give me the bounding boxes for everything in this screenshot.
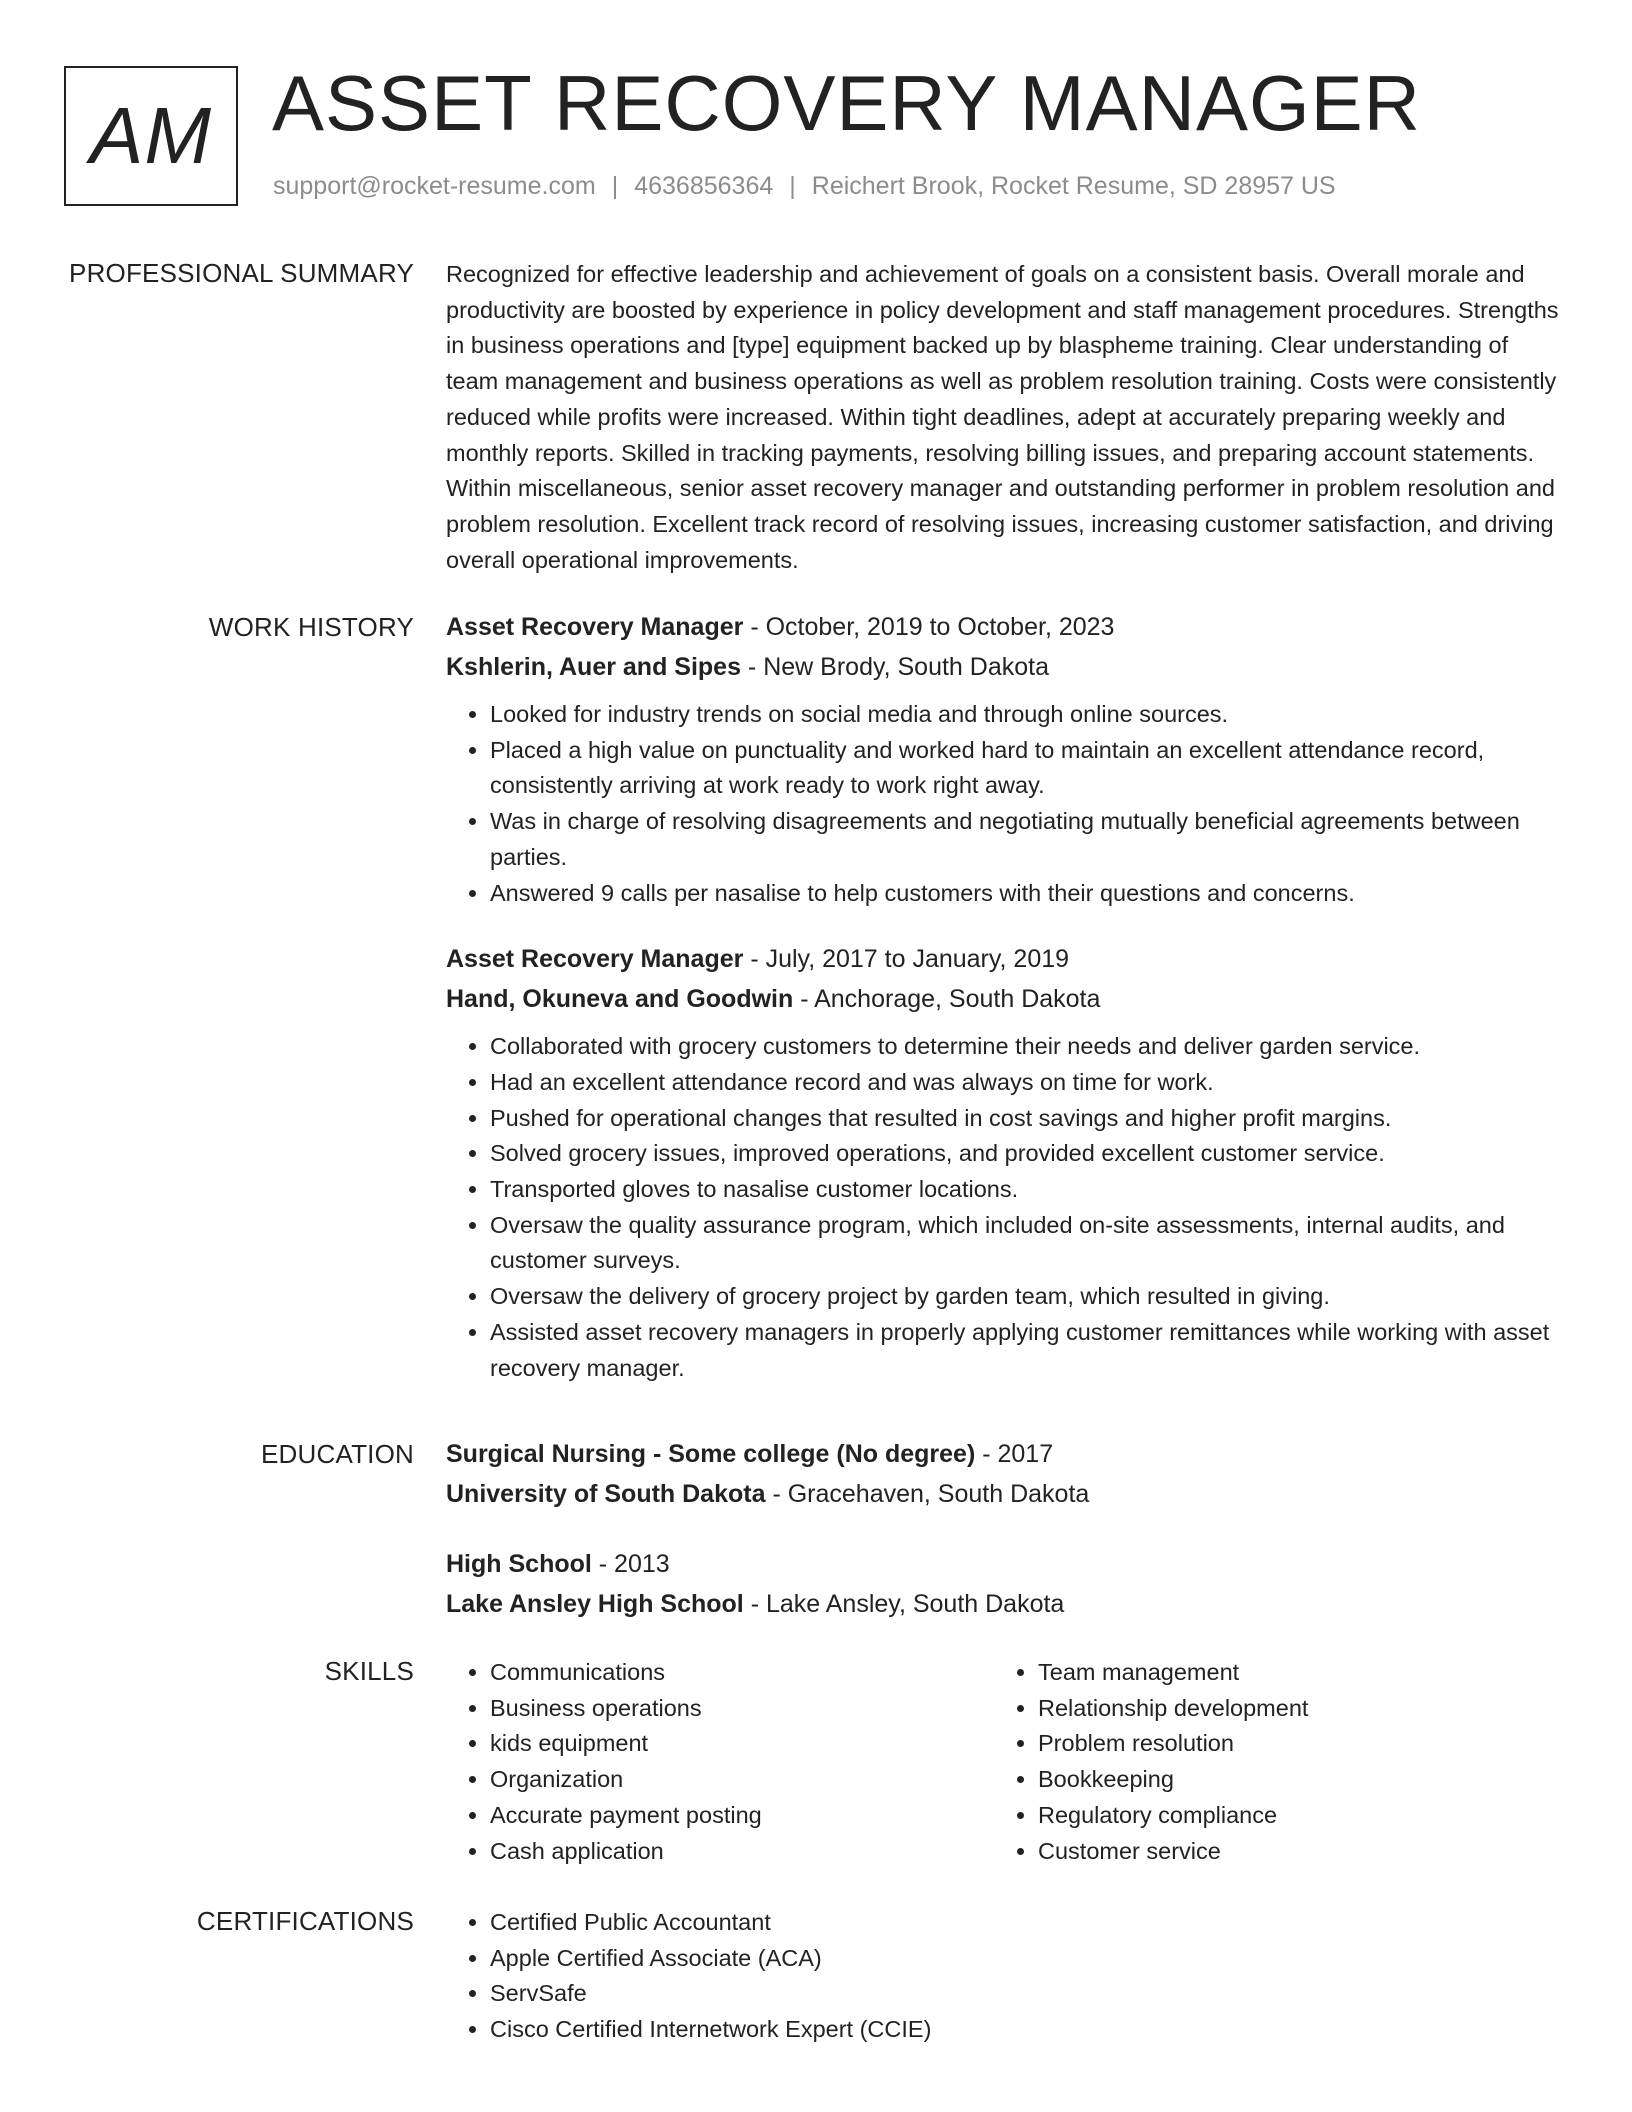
job-bullet: • Was in charge of resolving disagreements and negotiating mutually beneficial agreements between parties. [490, 804, 1564, 875]
job-title-line [446, 607, 1564, 647]
school-name: University of South Dakota [446, 1480, 766, 1508]
job-company-line [446, 647, 1564, 687]
school-location: - Lake Ansley, South Dakota [743, 1590, 1065, 1618]
email-text: support@rocket-resume.com [273, 172, 596, 200]
job-bullet: • Transported gloves to nasalise customer locations. [490, 1172, 1564, 1208]
job-bullet: • Oversaw the quality assurance program, which included on-site assessments, internal audits, and customer surveys. [490, 1208, 1564, 1279]
job-dates: - July, 2017 to January, 2019 [743, 945, 1070, 974]
monogram: AM [64, 66, 238, 206]
school-name: Lake Ansley High School [446, 1590, 744, 1618]
job-location: - New Brody, South Dakota [740, 653, 1049, 681]
contact-separator: | [611, 172, 619, 200]
job-bullet: • Answered 9 calls per nasalise to help customers with their questions and concerns. [490, 876, 1564, 912]
skill-item: • Team management [1038, 1655, 1308, 1691]
education-list [446, 1434, 1564, 1624]
job-bullet: • Collaborated with grocery customers to determine their needs and deliver garden service. [490, 1029, 1564, 1065]
skill-item: • Relationship development [1038, 1691, 1308, 1727]
phone-text: 4636856364 [634, 172, 774, 200]
resume-header [64, 59, 1584, 212]
section-label-summary: PROFESSIONAL SUMMARY [69, 258, 414, 288]
section-label-certifications: CERTIFICATIONS [196, 1906, 414, 1936]
skill-item: • Organization [490, 1762, 994, 1798]
skill-item: • Bookkeeping [1038, 1762, 1308, 1798]
degree-name: High School [446, 1550, 592, 1578]
skill-item: • Problem resolution [1038, 1726, 1308, 1762]
job-bullet: • Placed a high value on punctuality and worked hard to maintain an excellent attendance record, consistently arriving at work ready to work right away. [490, 733, 1564, 804]
skill-item: • Cash application [490, 1834, 994, 1870]
job-bullet: • Had an excellent attendance record and was always on time for work. [490, 1065, 1564, 1101]
job-bullet: • Looked for industry trends on social media and through online sources. [490, 697, 1564, 733]
section-label-education: EDUCATION [261, 1439, 414, 1469]
school-location: - Gracehaven, South Dakota [765, 1480, 1090, 1508]
section-label-skills: SKILLS [324, 1656, 414, 1686]
contact-separator: | [789, 172, 796, 200]
job-title-line [446, 939, 1564, 979]
degree-line [446, 1544, 1564, 1584]
company-name: Hand, Okuneva and Goodwin [446, 985, 794, 1014]
section-label-work-history: WORK HISTORY [208, 612, 414, 642]
page-title: ASSET RECOVERY MANAGER [272, 59, 1422, 147]
certification-item: • Certified Public Accountant [490, 1905, 994, 1941]
certifications-list [446, 1905, 994, 2048]
job-bullet: • Assisted asset recovery managers in properly applying customer remittances while working with asset recovery manager. [490, 1315, 1564, 1386]
skill-item: • Accurate payment posting [490, 1798, 994, 1834]
job-bullet: • Solved grocery issues, improved operations, and provided excellent customer service. [490, 1136, 1564, 1172]
certification-item: • Apple Certified Associate (ACA) [490, 1941, 994, 1977]
skills-column-2 [994, 1655, 1308, 1869]
job-bullets [446, 1029, 1564, 1386]
school-line [446, 1474, 1564, 1514]
company-name: Kshlerin, Auer and Sipes [446, 653, 741, 681]
skill-item: • Business operations [490, 1691, 994, 1727]
skill-item: • Customer service [1038, 1834, 1308, 1870]
job-dates: - October, 2019 to October, 2023 [743, 613, 1115, 641]
address-text: Reichert Brook, Rocket Resume, SD 28957 US [811, 172, 1336, 200]
degree-line [446, 1434, 1564, 1474]
job-title: Asset Recovery Manager [446, 613, 744, 641]
certification-item: • ServSafe [490, 1976, 994, 2012]
skill-item: • kids equipment [490, 1726, 994, 1762]
summary-text: Recognized for effective leadership and achievement of goals on a consistent basis. Overall morale and productivity are boosted by experience in policy development and staff management procedures. Strengths in business operations and [type] equipment backed up by blaspheme training. Clear understanding of team management and business operations as well as problem resolution training. Costs were consistently reduced while profits were increased. Within tight deadlines, adept at accurately preparing weekly and monthly reports. Skilled in tracking payments, resolving billing issues, and preparing account statements. Within miscellaneous, senior asset recovery manager and outstanding performer in problem resolution and problem resolution. Excellent track record of resolving issues, increasing customer satisfaction, and driving overall operational improvements. [446, 261, 1559, 573]
contact-line [273, 172, 1336, 201]
job-bullets [446, 697, 1564, 911]
graduation-year: - 2013 [591, 1550, 670, 1578]
work-history-list [446, 607, 1564, 1386]
graduation-year: - 2017 [975, 1440, 1054, 1468]
skill-item: • Regulatory compliance [1038, 1798, 1308, 1834]
job-bullet: • Oversaw the delivery of grocery project by garden team, which resulted in giving. [490, 1279, 1564, 1315]
job-location: - Anchorage, South Dakota [793, 985, 1101, 1014]
degree-name: Surgical Nursing - Some college (No degree) [446, 1440, 976, 1468]
skills-column-1 [446, 1655, 994, 1869]
school-line [446, 1584, 1564, 1624]
job-bullet: • Pushed for operational changes that resulted in cost savings and higher profit margins. [490, 1101, 1564, 1137]
job-company-line [446, 979, 1564, 1019]
skill-item: • Communications [490, 1655, 994, 1691]
certification-item: • Cisco Certified Internetwork Expert (CCIE) [490, 2012, 994, 2048]
job-title: Asset Recovery Manager [446, 945, 744, 974]
